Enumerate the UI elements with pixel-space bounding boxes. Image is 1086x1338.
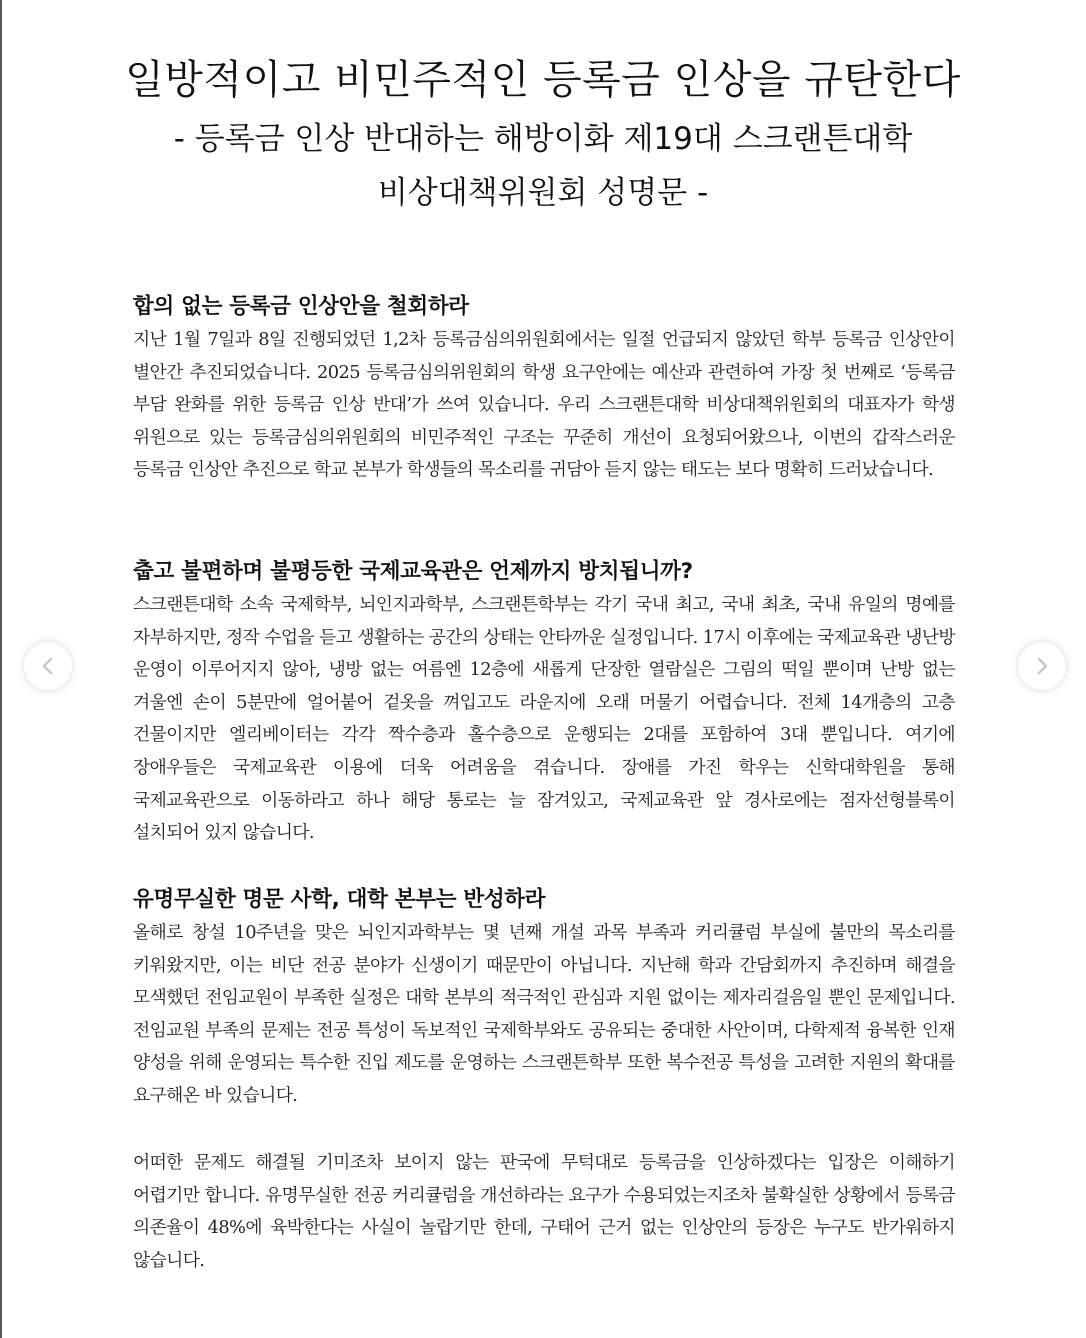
previous-slide-button[interactable]	[24, 642, 72, 690]
section-conclusion	[133, 1147, 955, 1277]
section-heading: 합의 없는 등록금 인상안을 철회하라	[133, 294, 469, 319]
section-heading: 유명무실한 명문 사학, 대학 본부는 반성하라	[133, 887, 546, 912]
section-heading: 춥고 불편하며 불평등한 국제교육관은 언제까지 방치됩니까?	[133, 559, 693, 584]
next-slide-button[interactable]	[1018, 642, 1066, 690]
section-paragraph: 올해로 창설 10주년을 맞은 뇌인지과학부는 몇 년째 개설 과목 부족과 커리큘럼 부실에 불만의 목소리를 키워왔지만, 이는 비단 전공 분야가 신생이기 때문만이 아닙니다. 지난해 학과 간담회까지 추진하며 해결을 모색했던 전임교원이 부족한 실정은 대학 본부의 적극적인 관심과 지원 없이는 제자리걸음일 뿐인 문제입니다. 전임교원 부족의 문제는 전공 특성이 독보적인 국제학부와도 공유되는 중대한 사안이며, 다학제적 융복한 인재 양성을 위해 운영되는 특수한 진입 제도를 운영하는 스크랜튼학부 또한 복수전공 특성을 고려한 지원의 확대를 요구해온 바 있습니다.	[133, 922, 955, 1106]
document-subtitle-line-1: - 등록금 인상 반대하는 해방이화 제19대 스크랜튼대학	[173, 121, 913, 157]
section-international-education-hall	[133, 555, 955, 850]
section-university-reflect	[133, 883, 955, 1113]
section-withdraw-tuition-hike	[133, 290, 955, 487]
document-title: 일방적이고 비민주적인 등록금 인상을 규탄한다	[125, 57, 961, 103]
chevron-left-icon	[38, 656, 58, 676]
section-paragraph: 스크랜튼대학 소속 국제학부, 뇌인지과학부, 스크랜튼학부는 각기 국내 최고, 국내 최초, 국내 유일의 명예를 자부하지만, 정작 수업을 듣고 생활하는 공간의 상태는 안타까운 실정입니다. 17시 이후에는 국제교육관 냉난방 운영이 이루어지지 않아, 냉방 없는 여름엔 12층에 새롭게 단장한 열람실은 그림의 떡일 뿐이며 난방 없는 겨울엔 손이 5분만에 얼어붙어 겉옷을 껴입고도 라운지에 오래 머물기 어렵습니다. 전체 14개층의 고층 건물이지만 엘리베이터는 각각 짝수층과 홀수층으로 운행되는 2대를 포함하여 3대 뿐입니다. 여기에 장애우들은 국제교육관 이용에 더욱 어려움을 겪습니다. 장애를 가진 학우는 신학대학원을 통해 국제교육관으로 이동하라고 하나 해당 통로는 늘 잠겨있고, 국제교육관 앞 경사로에는 점자선형블록이 설치되어 있지 않습니다.	[133, 594, 955, 844]
chevron-right-icon	[1032, 656, 1052, 676]
section-paragraph: 지난 1월 7일과 8일 진행되었던 1,2차 등록금심의위원회에서는 일절 언급되지 않았던 학부 등록금 인상안이 별안간 추진되었습니다. 2025 등록금심의위원회의 학생 요구안에는 예산과 관련하여 가장 첫 번째로 ‘등록금 부담 완화를 위한 등록금 인상 반대’가 쓰여 있습니다. 우리 스크랜튼대학 비상대책위원회의 대표자가 학생 위원으로 있는 등록금심의위원회의 비민주적인 구조는 꾸준히 개선이 요청되어왔으나, 이번의 갑작스러운 등록금 인상안 추진으로 학교 본부가 학생들의 목소리를 귀담아 듣지 않는 태도는 보다 명확히 드러났습니다.	[133, 329, 955, 481]
title-block	[0, 52, 1086, 220]
document-subtitle-line-2: 비상대책위원회 성명문 -	[377, 175, 709, 211]
section-paragraph: 어떠한 문제도 해결될 기미조차 보이지 않는 판국에 무턱대로 등록금을 인상하겠다는 입장은 이해하기 어렵기만 합니다. 유명무실한 전공 커리큘럼을 개선하라는 요구가 수용되었는지조차 불확실한 상황에서 등록금 의존율이 48%에 육박한다는 사실이 놀랍기만 한데, 구태어 근거 없는 인상안의 등장은 누구도 반가워하지 않습니다.	[133, 1152, 955, 1271]
